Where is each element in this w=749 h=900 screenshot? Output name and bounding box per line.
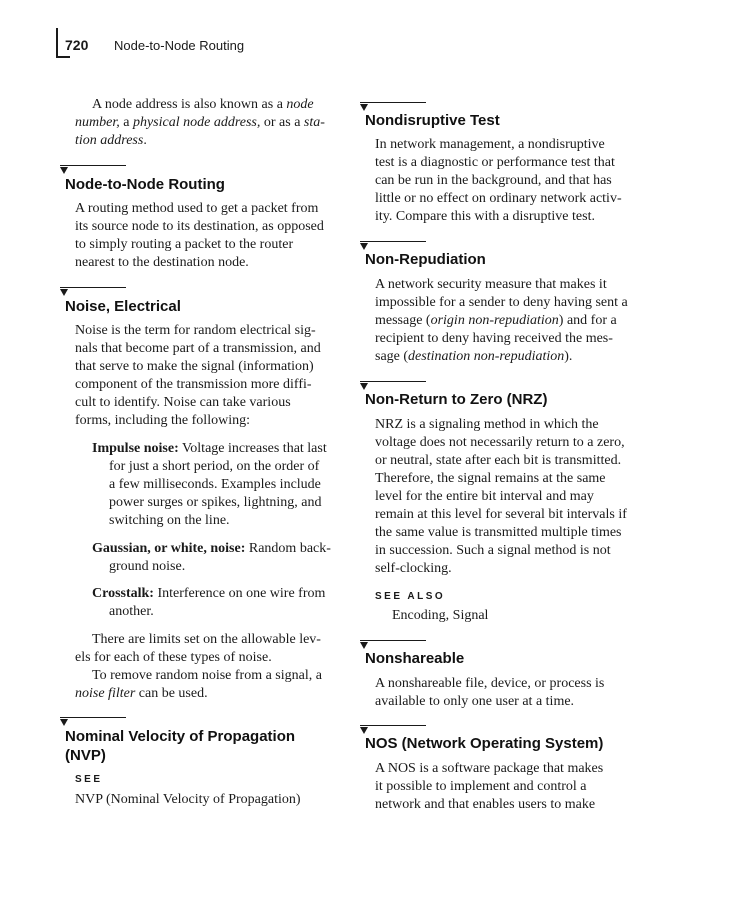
entry-line: voltage does not necessarily return to a zero, [375, 435, 625, 450]
crosstalk-label: Crosstalk: [92, 586, 154, 601]
entry-text: sage ( [375, 349, 409, 364]
page-number: 720 [65, 37, 89, 53]
entry-line: self-clocking. [375, 561, 452, 576]
entry-line: forms, including the following: [75, 413, 250, 428]
impulse-line: power surges or spikes, lightning, and [109, 495, 322, 510]
intro-line [75, 114, 325, 132]
entry-line: component of the transmission more diffi- [75, 377, 312, 392]
crosstalk-text: Interference on one wire from [153, 586, 326, 601]
entry-line: nearest to the destination node. [75, 255, 249, 270]
impulse-line [92, 440, 327, 458]
see-reference: NVP (Nominal Velocity of Propagation) [75, 792, 301, 807]
entry-line: Therefore, the signal remains at the same [375, 471, 606, 486]
entry-line [375, 312, 617, 330]
impulse-label: Impulse noise: [92, 441, 179, 456]
intro-text: . [143, 133, 147, 148]
entry-line: A routing method used to get a packet from [75, 201, 319, 216]
entry-term: Non-Return to Zero (NRZ) [365, 391, 548, 408]
entry-marker [60, 717, 126, 727]
entry-line: in succession. Such a signal method is not [375, 543, 611, 558]
entry-line: els for each of these types of noise. [75, 650, 272, 665]
impulse-text: Voltage increases that last [178, 441, 327, 456]
entry-line [375, 348, 572, 366]
entry-line: recipient to deny having received the mes- [375, 331, 613, 346]
entry-emphasis: destination non-repudiation [408, 349, 565, 364]
entry-term: (NVP) [65, 747, 106, 764]
impulse-line: a few milliseconds. Examples include [109, 477, 321, 492]
entry-term: Non-Repudiation [365, 251, 486, 268]
intro-text: or as a [260, 115, 304, 130]
entry-line: level for the entire bit interval and may [375, 489, 594, 504]
page-header [56, 28, 356, 58]
gaussian-line: ground noise. [109, 559, 186, 574]
entry-line: to simply routing a packet to the router [75, 237, 294, 252]
entry-line: the same value is transmitted multiple times [375, 525, 622, 540]
entry-line: that serve to make the signal (information) [75, 359, 314, 374]
entry-emphasis: origin non-repudiation [430, 313, 559, 328]
entry-term: NOS (Network Operating System) [365, 735, 604, 752]
entry-line: network and that enables users to make [375, 797, 596, 812]
entry-line: A network security measure that makes it [375, 277, 607, 292]
intro-emphasis: number, [75, 115, 120, 130]
see-also-label: SEE ALSO [375, 591, 446, 602]
intro-line [92, 96, 314, 114]
entry-term: Nonshareable [365, 650, 465, 667]
intro-emphasis: tion address [75, 133, 144, 148]
intro-emphasis: sta- [303, 115, 325, 130]
entry-line: A nonshareable file, device, or process is [375, 676, 605, 691]
intro-text: A node address is also known as a [92, 97, 287, 112]
entry-term: Noise, Electrical [65, 298, 181, 315]
entry-line: impossible for a sender to deny having sent a [375, 295, 628, 310]
entry-line: Noise is the term for random electrical sig- [75, 323, 316, 338]
gaussian-text: Random back- [245, 541, 331, 556]
entry-line: remain at this level for several bit intervals if [375, 507, 627, 522]
entry-text: can be used. [135, 686, 208, 701]
entry-line: cult to identify. Noise can take various [75, 395, 291, 410]
gaussian-label: Gaussian, or white, noise: [92, 541, 246, 556]
entry-line: To remove random noise from a signal, a [92, 668, 322, 683]
crosstalk-line [92, 585, 325, 603]
crosstalk-line: another. [109, 604, 154, 619]
entry-text: ) and for a [558, 313, 617, 328]
intro-emphasis: node [286, 97, 314, 112]
entry-text: message ( [375, 313, 431, 328]
entry-line: little or no effect on ordinary network activ- [375, 191, 622, 206]
impulse-line: switching on the line. [109, 513, 230, 528]
entry-term: Nominal Velocity of Propagation [65, 728, 296, 745]
intro-line [75, 132, 147, 150]
running-title: Node-to-Node Routing [114, 38, 245, 53]
gaussian-line [92, 540, 331, 558]
entry-line: NRZ is a signaling method in which the [375, 417, 599, 432]
entry-line: or neutral, state after each bit is transmitted. [375, 453, 622, 468]
entry-line [75, 685, 208, 703]
entry-marker [60, 165, 126, 175]
header-rule-vertical [56, 28, 58, 58]
see-label: SEE [75, 774, 103, 785]
entry-line: can be run in the background, and that has [375, 173, 612, 188]
entry-line: available to only one user at a time. [375, 694, 575, 709]
entry-line: In network management, a nondisruptive [375, 137, 605, 152]
impulse-line: for just a short period, on the order of [109, 459, 320, 474]
noise-filter-emphasis: noise filter [75, 686, 136, 701]
entry-line: ity. Compare this with a disruptive test. [375, 209, 595, 224]
entry-line: A NOS is a software package that makes [375, 761, 604, 776]
entry-line: There are limits set on the allowable lev- [92, 632, 321, 647]
header-rule-horizontal [56, 56, 70, 58]
entry-line: test is a diagnostic or performance test that [375, 155, 615, 170]
entry-line: its source node to its destination, as opposed [75, 219, 324, 234]
intro-emphasis: physical node address, [132, 115, 261, 130]
entry-line: it possible to implement and control a [375, 779, 587, 794]
entry-text: ). [564, 349, 573, 364]
see-also-reference: Encoding, Signal [392, 608, 489, 623]
entry-line: nals that become part of a transmission, and [75, 341, 321, 356]
entry-marker [60, 287, 126, 297]
entry-term: Node-to-Node Routing [65, 176, 225, 193]
entry-term: Nondisruptive Test [365, 112, 500, 129]
intro-text: a [119, 115, 133, 130]
